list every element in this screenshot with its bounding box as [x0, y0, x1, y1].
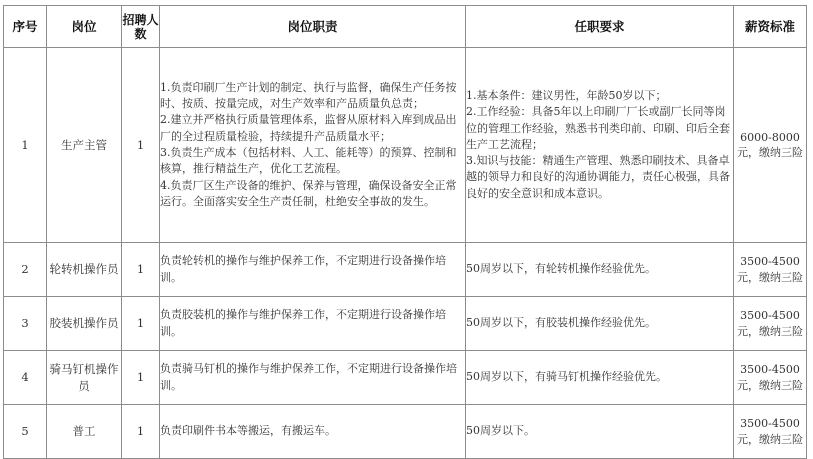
cell-position: 普工 [47, 405, 122, 459]
requirement-item: 2.工作经验：具备5年以上印刷厂厂长或副厂长同等岗位的管理工作经验，熟悉书刊类印前、印刷、印后全套生产工艺流程； [466, 105, 730, 151]
header-count: 招聘人数 [122, 6, 160, 48]
cell-duties [160, 243, 466, 297]
duty-item: 4.负责厂区生产设备的维护、保养与管理，确保设备安全正常运行。全面落实安全生产责任制，杜绝安全事故的发生。 [160, 178, 457, 208]
cell-duties [160, 297, 466, 351]
requirement-item: 50周岁以下。 [466, 424, 535, 438]
cell-salary: 3500-4500元，缴纳三险 [734, 243, 807, 297]
requirement-item: 50周岁以下，有胶装机操作经验优先。 [466, 316, 656, 330]
duty-item: 3.负责生产成本（包括材料、人工、能耗等）的预算、控制和核算，推行精益生产，优化工艺流程。 [160, 146, 457, 176]
table-row [4, 351, 807, 405]
cell-requirements [466, 351, 734, 405]
duty-item: 2.建立并严格执行质量管理体系，监督从原材料入库到成品出厂的全过程质量检验，持续提升产品质量水平； [160, 113, 457, 143]
cell-salary: 6000-8000元，缴纳三险 [734, 48, 807, 243]
requirement-item: 1.基本条件：建议男性，年龄50岁以下； [466, 88, 667, 102]
table-row [4, 405, 807, 459]
header-salary: 薪资标准 [734, 6, 807, 48]
cell-requirements [466, 243, 734, 297]
header-row [4, 6, 807, 48]
cell-position: 轮转机操作员 [47, 243, 122, 297]
table-row [4, 243, 807, 297]
requirement-item: 3.知识与技能：精通生产管理、熟悉印刷技术、具备卓越的领导力和良好的沟通协调能力，责任心极强，具备良好的安全意识和成本意识。 [466, 154, 730, 200]
header-position: 岗位 [47, 6, 122, 48]
cell-position: 胶装机操作员 [47, 297, 122, 351]
cell-count: 1 [122, 48, 160, 243]
cell-salary: 3500-4500元，缴纳三险 [734, 405, 807, 459]
cell-salary: 3500-4500元，缴纳三险 [734, 351, 807, 405]
cell-salary: 3500-4500元，缴纳三险 [734, 297, 807, 351]
duty-item: 负责胶装机的操作与维护保养工作，不定期进行设备操作培训。 [160, 308, 446, 338]
cell-index: 5 [4, 405, 47, 459]
duty-item: 负责轮转机的操作与维护保养工作，不定期进行设备操作培训。 [160, 254, 446, 284]
duty-item: 1.负责印刷厂生产计划的制定、执行与监督，确保生产任务按时、按质、按量完成，对生产效率和产品质量负总责； [160, 80, 457, 111]
header-duties: 岗位职责 [160, 6, 466, 48]
table-row [4, 297, 807, 351]
cell-requirements [466, 48, 734, 243]
recruitment-table [3, 5, 807, 459]
cell-index: 2 [4, 243, 47, 297]
cell-count: 1 [122, 243, 160, 297]
cell-position: 骑马钉机操作员 [47, 351, 122, 405]
header-index: 序号 [4, 6, 47, 48]
cell-requirements [466, 405, 734, 459]
cell-duties [160, 351, 466, 405]
cell-count: 1 [122, 297, 160, 351]
header-requirements: 任职要求 [466, 6, 734, 48]
requirement-item: 50周岁以下，有骑马钉机操作经验优先。 [466, 370, 667, 384]
cell-index: 3 [4, 297, 47, 351]
duty-item: 负责印刷件书本等搬运，有搬运车。 [160, 424, 336, 438]
table-row [4, 48, 807, 243]
cell-position: 生产主管 [47, 48, 122, 243]
requirement-item: 50周岁以下，有轮转机操作经验优先。 [466, 262, 656, 276]
duty-item: 负责骑马钉机的操作与维护保养工作，不定期进行设备操作培训。 [160, 362, 457, 392]
cell-index: 4 [4, 351, 47, 405]
cell-count: 1 [122, 405, 160, 459]
cell-duties [160, 405, 466, 459]
cell-index: 1 [4, 48, 47, 243]
cell-count: 1 [122, 351, 160, 405]
cell-requirements [466, 297, 734, 351]
cell-duties [160, 48, 466, 243]
